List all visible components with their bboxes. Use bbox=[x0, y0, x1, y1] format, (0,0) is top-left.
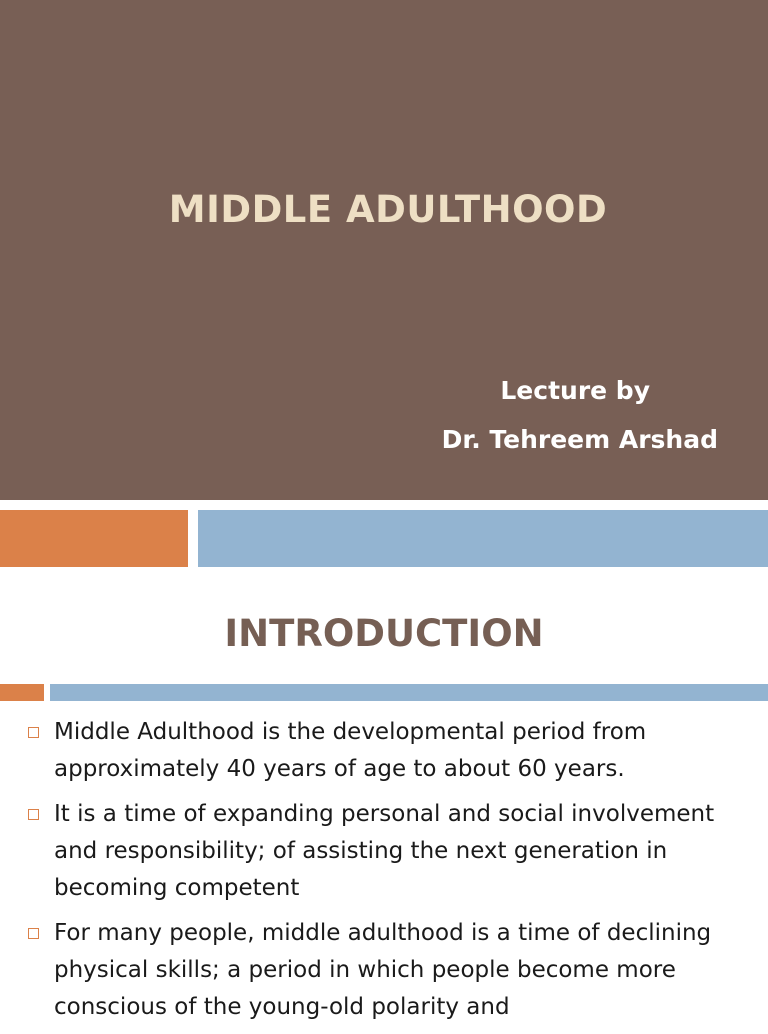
slide-subtitle bbox=[338, 366, 718, 464]
square-bullet-icon bbox=[28, 727, 39, 738]
list-item bbox=[28, 796, 758, 907]
blue-divider-bar bbox=[50, 684, 768, 701]
orange-accent-bar bbox=[0, 510, 188, 567]
square-bullet-icon bbox=[28, 809, 39, 820]
bullet-list bbox=[28, 714, 758, 1034]
blue-accent-bar bbox=[198, 510, 768, 567]
bullet-text: Middle Adulthood is the developmental period from approximately 40 years of age to about 60 years. bbox=[54, 719, 647, 782]
bullet-text: For many people, middle adulthood is a time of declining physical skills; a period in which people become more conscious of the young-old polarity and bbox=[54, 920, 712, 1020]
list-item bbox=[28, 915, 758, 1026]
square-bullet-icon bbox=[28, 928, 39, 939]
list-item bbox=[28, 714, 758, 788]
orange-divider-bar bbox=[0, 684, 44, 701]
subtitle-lecture-by: Lecture by bbox=[500, 376, 650, 405]
subtitle-author: Dr. Tehreem Arshad bbox=[441, 425, 718, 454]
slide-title: MIDDLE ADULTHOOD bbox=[168, 188, 608, 231]
bullet-text: It is a time of expanding personal and social involvement and responsibility; of assisting the next generation in becoming competent bbox=[54, 801, 715, 901]
section-heading: INTRODUCTION bbox=[224, 612, 544, 655]
